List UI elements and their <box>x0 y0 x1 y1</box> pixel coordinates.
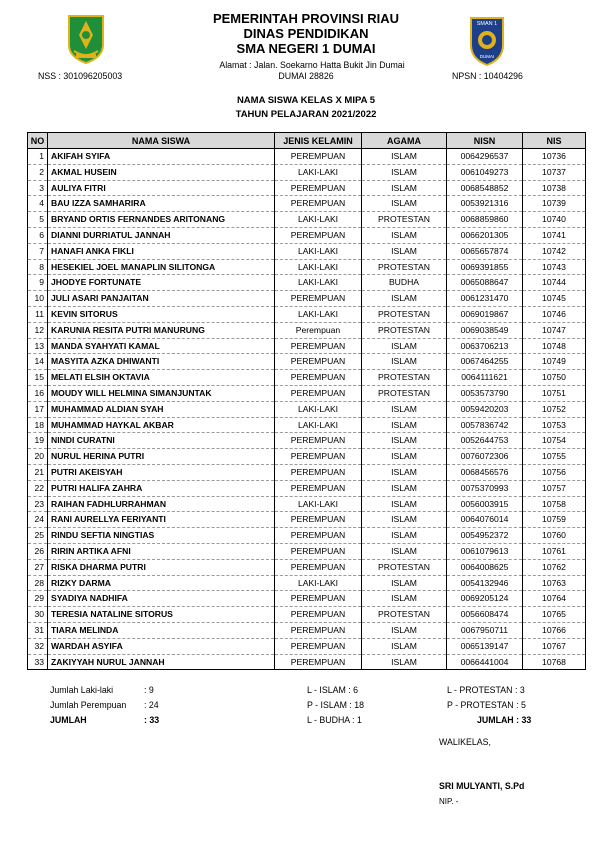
cell-gender: LAKI-LAKI <box>275 306 362 322</box>
table-row <box>28 496 586 512</box>
cell-religion: PROTESTAN <box>362 306 447 322</box>
cell-religion: ISLAM <box>362 464 447 480</box>
cell-nisn: 0076072306 <box>447 449 523 465</box>
cell-nis: 10755 <box>523 449 586 465</box>
cell-student-name: RAIHAN FADHLURRAHMAN <box>48 496 275 512</box>
cell-gender: LAKI-LAKI <box>275 417 362 433</box>
signature-nip: NIP. - <box>439 797 459 806</box>
cell-nis: 10754 <box>523 433 586 449</box>
cell-no: 19 <box>28 433 48 449</box>
cell-no: 31 <box>28 622 48 638</box>
cell-no: 25 <box>28 528 48 544</box>
header-address: Alamat : Jalan. Soekarno Hatta Bukit Jin Dumai <box>219 60 405 70</box>
cell-nisn: 0061049273 <box>447 164 523 180</box>
cell-religion: BUDHA <box>362 275 447 291</box>
cell-student-name: AULIYA FITRI <box>48 180 275 196</box>
cell-nis: 10764 <box>523 591 586 607</box>
cell-religion: ISLAM <box>362 543 447 559</box>
header-government: PEMERINTAH PROVINSI RIAU <box>212 11 400 26</box>
cell-nisn: 0069038549 <box>447 322 523 338</box>
table-row <box>28 528 586 544</box>
cell-religion: ISLAM <box>362 654 447 670</box>
table-row <box>28 559 586 575</box>
cell-student-name: JULI ASARI PANJAITAN <box>48 291 275 307</box>
cell-no: 2 <box>28 164 48 180</box>
male-count-label: Jumlah Laki-laki <box>50 685 114 695</box>
cell-no: 28 <box>28 575 48 591</box>
cell-no: 13 <box>28 338 48 354</box>
cell-religion: PROTESTAN <box>362 259 447 275</box>
cell-nisn: 0057836742 <box>447 417 523 433</box>
cell-religion: ISLAM <box>362 528 447 544</box>
cell-nis: 10748 <box>523 338 586 354</box>
cell-nisn: 0065139147 <box>447 638 523 654</box>
cell-religion: PROTESTAN <box>362 559 447 575</box>
cell-religion: PROTESTAN <box>362 212 447 228</box>
cell-student-name: TIARA MELINDA <box>48 622 275 638</box>
table-row <box>28 622 586 638</box>
cell-nisn: 0069205124 <box>447 591 523 607</box>
table-row <box>28 638 586 654</box>
cell-student-name: MELATI ELSIH OKTAVIA <box>48 370 275 386</box>
cell-gender: LAKI-LAKI <box>275 164 362 180</box>
cell-gender: PEREMPUAN <box>275 291 362 307</box>
npsn-code: NPSN : 10404296 <box>452 71 523 81</box>
cell-gender: PEREMPUAN <box>275 638 362 654</box>
signature-role: WALIKELAS, <box>439 737 491 747</box>
cell-student-name: RIZKY DARMA <box>48 575 275 591</box>
cell-nis: 10744 <box>523 275 586 291</box>
cell-nisn: 0068548852 <box>447 180 523 196</box>
cell-gender: PEREMPUAN <box>275 591 362 607</box>
header-department: DINAS PENDIDIKAN <box>243 26 369 41</box>
cell-no: 23 <box>28 496 48 512</box>
cell-gender: PEREMPUAN <box>275 149 362 165</box>
cell-gender: PEREMPUAN <box>275 370 362 386</box>
table-row <box>28 259 586 275</box>
cell-no: 6 <box>28 227 48 243</box>
table-row <box>28 591 586 607</box>
cell-religion: ISLAM <box>362 401 447 417</box>
cell-religion: ISLAM <box>362 180 447 196</box>
cell-no: 7 <box>28 243 48 259</box>
document-title: NAMA SISWA KELAS X MIPA 5 <box>236 95 376 106</box>
cell-no: 20 <box>28 449 48 465</box>
table-row <box>28 275 586 291</box>
cell-nis: 10765 <box>523 607 586 623</box>
col-header-gender: JENIS KELAMIN <box>275 133 362 149</box>
cell-gender: PEREMPUAN <box>275 433 362 449</box>
table-row <box>28 417 586 433</box>
cell-nis: 10761 <box>523 543 586 559</box>
cell-religion: ISLAM <box>362 291 447 307</box>
cell-nisn: 0059420203 <box>447 401 523 417</box>
cell-religion: ISLAM <box>362 591 447 607</box>
cell-nis: 10741 <box>523 227 586 243</box>
cell-no: 33 <box>28 654 48 670</box>
header-school: SMA NEGERI 1 DUMAI <box>236 41 376 56</box>
cell-student-name: MUHAMMAD HAYKAL AKBAR <box>48 417 275 433</box>
cell-gender: LAKI-LAKI <box>275 259 362 275</box>
female-count-label: Jumlah Perempuan <box>50 700 127 710</box>
cell-religion: ISLAM <box>362 338 447 354</box>
cell-religion: ISLAM <box>362 622 447 638</box>
cell-nis: 10746 <box>523 306 586 322</box>
cell-nisn: 0056003915 <box>447 496 523 512</box>
cell-student-name: MOUDY WILL HELMINA SIMANJUNTAK <box>48 385 275 401</box>
cell-student-name: MASYITA AZKA DHIWANTI <box>48 354 275 370</box>
cell-nisn: 0054132946 <box>447 575 523 591</box>
cell-student-name: AKIFAH SYIFA <box>48 149 275 165</box>
cell-religion: ISLAM <box>362 449 447 465</box>
cell-gender: PEREMPUAN <box>275 338 362 354</box>
cell-no: 4 <box>28 196 48 212</box>
cell-nis: 10747 <box>523 322 586 338</box>
cell-student-name: JHODYE FORTUNATE <box>48 275 275 291</box>
cell-nis: 10759 <box>523 512 586 528</box>
cell-nisn: 0069019867 <box>447 306 523 322</box>
cell-religion: PROTESTAN <box>362 322 447 338</box>
table-row <box>28 322 586 338</box>
cell-no: 17 <box>28 401 48 417</box>
cell-gender: PEREMPUAN <box>275 654 362 670</box>
cell-nis: 10743 <box>523 259 586 275</box>
cell-student-name: HANAFI ANKA FIKLI <box>48 243 275 259</box>
cell-no: 26 <box>28 543 48 559</box>
header-city-postal: DUMAI 28826 <box>278 71 334 81</box>
cell-student-name: MUHAMMAD ALDIAN SYAH <box>48 401 275 417</box>
cell-gender: PEREMPUAN <box>275 180 362 196</box>
cell-gender: Perempuan <box>275 322 362 338</box>
cell-nis: 10751 <box>523 385 586 401</box>
cell-no: 29 <box>28 591 48 607</box>
cell-no: 15 <box>28 370 48 386</box>
cell-gender: LAKI-LAKI <box>275 575 362 591</box>
cell-gender: LAKI-LAKI <box>275 275 362 291</box>
cell-student-name: AKMAL HUSEIN <box>48 164 275 180</box>
cell-religion: ISLAM <box>362 417 447 433</box>
table-row <box>28 212 586 228</box>
cell-gender: PEREMPUAN <box>275 622 362 638</box>
table-row <box>28 196 586 212</box>
cell-gender: LAKI-LAKI <box>275 212 362 228</box>
table-row <box>28 607 586 623</box>
table-row <box>28 480 586 496</box>
cell-religion: PROTESTAN <box>362 370 447 386</box>
cell-nis: 10738 <box>523 180 586 196</box>
col-header-nis: NIS <box>523 133 586 149</box>
cell-nisn: 0067464255 <box>447 354 523 370</box>
cell-religion: ISLAM <box>362 243 447 259</box>
cell-gender: PEREMPUAN <box>275 385 362 401</box>
cell-nis: 10737 <box>523 164 586 180</box>
cell-student-name: BRYAND ORTIS FERNANDES ARITONANG <box>48 212 275 228</box>
cell-religion: ISLAM <box>362 164 447 180</box>
cell-student-name: KARUNIA RESITA PUTRI MANURUNG <box>48 322 275 338</box>
cell-religion: ISLAM <box>362 196 447 212</box>
table-row <box>28 385 586 401</box>
cell-religion: PROTESTAN <box>362 385 447 401</box>
table-row <box>28 464 586 480</box>
cell-nisn: 0064008625 <box>447 559 523 575</box>
cell-nisn: 0075370993 <box>447 480 523 496</box>
male-count-value: : 9 <box>144 685 154 695</box>
cell-no: 9 <box>28 275 48 291</box>
cell-student-name: PUTRI AKEISYAH <box>48 464 275 480</box>
cell-nis: 10742 <box>523 243 586 259</box>
cell-religion: ISLAM <box>362 149 447 165</box>
table-row <box>28 543 586 559</box>
cell-student-name: MANDA SYAHYATI KAMAL <box>48 338 275 354</box>
cell-nis: 10760 <box>523 528 586 544</box>
cell-no: 30 <box>28 607 48 623</box>
cell-no: 5 <box>28 212 48 228</box>
cell-nis: 10749 <box>523 354 586 370</box>
cell-nisn: 0052644753 <box>447 433 523 449</box>
cell-gender: PEREMPUAN <box>275 464 362 480</box>
signature-name: SRI MULYANTI, S.Pd <box>439 781 525 791</box>
cell-nis: 10745 <box>523 291 586 307</box>
table-row <box>28 338 586 354</box>
cell-student-name: RISKA DHARMA PUTRI <box>48 559 275 575</box>
cell-nis: 10739 <box>523 196 586 212</box>
cell-religion: PROTESTAN <box>362 607 447 623</box>
cell-nisn: 0068859860 <box>447 212 523 228</box>
cell-gender: PEREMPUAN <box>275 196 362 212</box>
cell-gender: LAKI-LAKI <box>275 243 362 259</box>
cell-religion: ISLAM <box>362 638 447 654</box>
academic-year: TAHUN PELAJARAN 2021/2022 <box>235 109 377 120</box>
female-protestan-count: P - PROTESTAN : 5 <box>447 700 526 710</box>
cell-nis: 10766 <box>523 622 586 638</box>
cell-student-name: BAU IZZA SAMHARIRA <box>48 196 275 212</box>
cell-gender: PEREMPUAN <box>275 543 362 559</box>
col-header-religion: AGAMA <box>362 133 447 149</box>
cell-nis: 10768 <box>523 654 586 670</box>
cell-no: 22 <box>28 480 48 496</box>
cell-nisn: 0061079613 <box>447 543 523 559</box>
cell-student-name: ZAKIYYAH NURUL JANNAH <box>48 654 275 670</box>
cell-religion: ISLAM <box>362 433 447 449</box>
cell-nisn: 0064111621 <box>447 370 523 386</box>
cell-nisn: 0061231470 <box>447 291 523 307</box>
cell-student-name: SYADIYA NADHIFA <box>48 591 275 607</box>
cell-nis: 10752 <box>523 401 586 417</box>
cell-nis: 10762 <box>523 559 586 575</box>
cell-nisn: 0054952372 <box>447 528 523 544</box>
cell-no: 12 <box>28 322 48 338</box>
col-header-name: NAMA SISWA <box>48 133 275 149</box>
col-header-nisn: NISN <box>447 133 523 149</box>
cell-religion: ISLAM <box>362 496 447 512</box>
cell-gender: PEREMPUAN <box>275 354 362 370</box>
cell-no: 32 <box>28 638 48 654</box>
cell-nisn: 0066441004 <box>447 654 523 670</box>
cell-nisn: 0066201305 <box>447 227 523 243</box>
cell-gender: PEREMPUAN <box>275 607 362 623</box>
cell-nis: 10736 <box>523 149 586 165</box>
cell-no: 21 <box>28 464 48 480</box>
cell-student-name: WARDAH ASYIFA <box>48 638 275 654</box>
cell-student-name: PUTRI HALIFA ZAHRA <box>48 480 275 496</box>
table-row <box>28 243 586 259</box>
cell-nis: 10767 <box>523 638 586 654</box>
cell-religion: ISLAM <box>362 480 447 496</box>
table-row <box>28 654 586 670</box>
table-row <box>28 149 586 165</box>
table-row <box>28 370 586 386</box>
cell-nis: 10753 <box>523 417 586 433</box>
cell-nis: 10756 <box>523 464 586 480</box>
cell-gender: LAKI-LAKI <box>275 401 362 417</box>
col-header-no: NO <box>28 133 48 149</box>
cell-no: 27 <box>28 559 48 575</box>
cell-nis: 10758 <box>523 496 586 512</box>
nss-code: NSS : 301096205003 <box>38 71 123 81</box>
table-row <box>28 354 586 370</box>
cell-religion: ISLAM <box>362 575 447 591</box>
cell-nisn: 0053573790 <box>447 385 523 401</box>
cell-student-name: NURUL HERINA PUTRI <box>48 449 275 465</box>
cell-religion: ISLAM <box>362 227 447 243</box>
female-islam-count: P - ISLAM : 18 <box>307 700 365 710</box>
cell-no: 10 <box>28 291 48 307</box>
cell-no: 11 <box>28 306 48 322</box>
cell-nisn: 0065657874 <box>447 243 523 259</box>
cell-nis: 10740 <box>523 212 586 228</box>
cell-student-name: NINDI CURATNI <box>48 433 275 449</box>
cell-gender: PEREMPUAN <box>275 512 362 528</box>
cell-student-name: RINDU SEFTIA NINGTIAS <box>48 528 275 544</box>
cell-nis: 10750 <box>523 370 586 386</box>
table-row <box>28 449 586 465</box>
cell-religion: ISLAM <box>362 354 447 370</box>
table-row <box>28 512 586 528</box>
cell-student-name: KEVIN SITORUS <box>48 306 275 322</box>
svg-text:SMAN 1: SMAN 1 <box>476 21 498 27</box>
total-count-value: : 33 <box>144 715 160 725</box>
table-row <box>28 575 586 591</box>
table-body <box>28 149 586 670</box>
cell-student-name: TERESIA NATALINE SITORUS <box>48 607 275 623</box>
cell-gender: PEREMPUAN <box>275 227 362 243</box>
cell-nisn: 0064076014 <box>447 512 523 528</box>
table-row <box>28 291 586 307</box>
cell-student-name: RIRIN ARTIKA AFNI <box>48 543 275 559</box>
cell-no: 24 <box>28 512 48 528</box>
cell-gender: LAKI-LAKI <box>275 496 362 512</box>
cell-religion: ISLAM <box>362 512 447 528</box>
svg-text:DUMAI: DUMAI <box>479 54 495 59</box>
cell-nisn: 0063706213 <box>447 338 523 354</box>
cell-no: 14 <box>28 354 48 370</box>
cell-gender: PEREMPUAN <box>275 559 362 575</box>
cell-nisn: 0065088647 <box>447 275 523 291</box>
cell-nisn: 0056608474 <box>447 607 523 623</box>
cell-gender: PEREMPUAN <box>275 480 362 496</box>
table-row <box>28 401 586 417</box>
table-header-row <box>28 133 586 149</box>
cell-nisn: 0053921316 <box>447 196 523 212</box>
cell-nisn: 0067950711 <box>447 622 523 638</box>
cell-no: 8 <box>28 259 48 275</box>
cell-no: 1 <box>28 149 48 165</box>
table-row <box>28 306 586 322</box>
total-count-label: JUMLAH <box>50 715 87 725</box>
cell-nisn: 0064296537 <box>447 149 523 165</box>
table-row <box>28 180 586 196</box>
cell-nis: 10763 <box>523 575 586 591</box>
cell-nis: 10757 <box>523 480 586 496</box>
cell-gender: PEREMPUAN <box>275 449 362 465</box>
cell-nisn: 0069391855 <box>447 259 523 275</box>
cell-student-name: RANI AURELLYA FERIYANTI <box>48 512 275 528</box>
student-table <box>27 132 586 670</box>
cell-student-name: DIANNI DURRIATUL JANNAH <box>48 227 275 243</box>
cell-student-name: HESEKIEL JOEL MANAPLIN SILITONGA <box>48 259 275 275</box>
female-count-value: : 24 <box>144 700 159 710</box>
table-row <box>28 433 586 449</box>
religion-total: JUMLAH : 33 <box>477 715 532 725</box>
male-protestan-count: L - PROTESTAN : 3 <box>447 685 525 695</box>
cell-no: 16 <box>28 385 48 401</box>
cell-gender: PEREMPUAN <box>275 528 362 544</box>
male-budha-count: L - BUDHA : 1 <box>307 715 362 725</box>
cell-no: 3 <box>28 180 48 196</box>
cell-nisn: 0068456576 <box>447 464 523 480</box>
table-row <box>28 227 586 243</box>
table-row <box>28 164 586 180</box>
cell-no: 18 <box>28 417 48 433</box>
male-islam-count: L - ISLAM : 6 <box>307 685 359 695</box>
